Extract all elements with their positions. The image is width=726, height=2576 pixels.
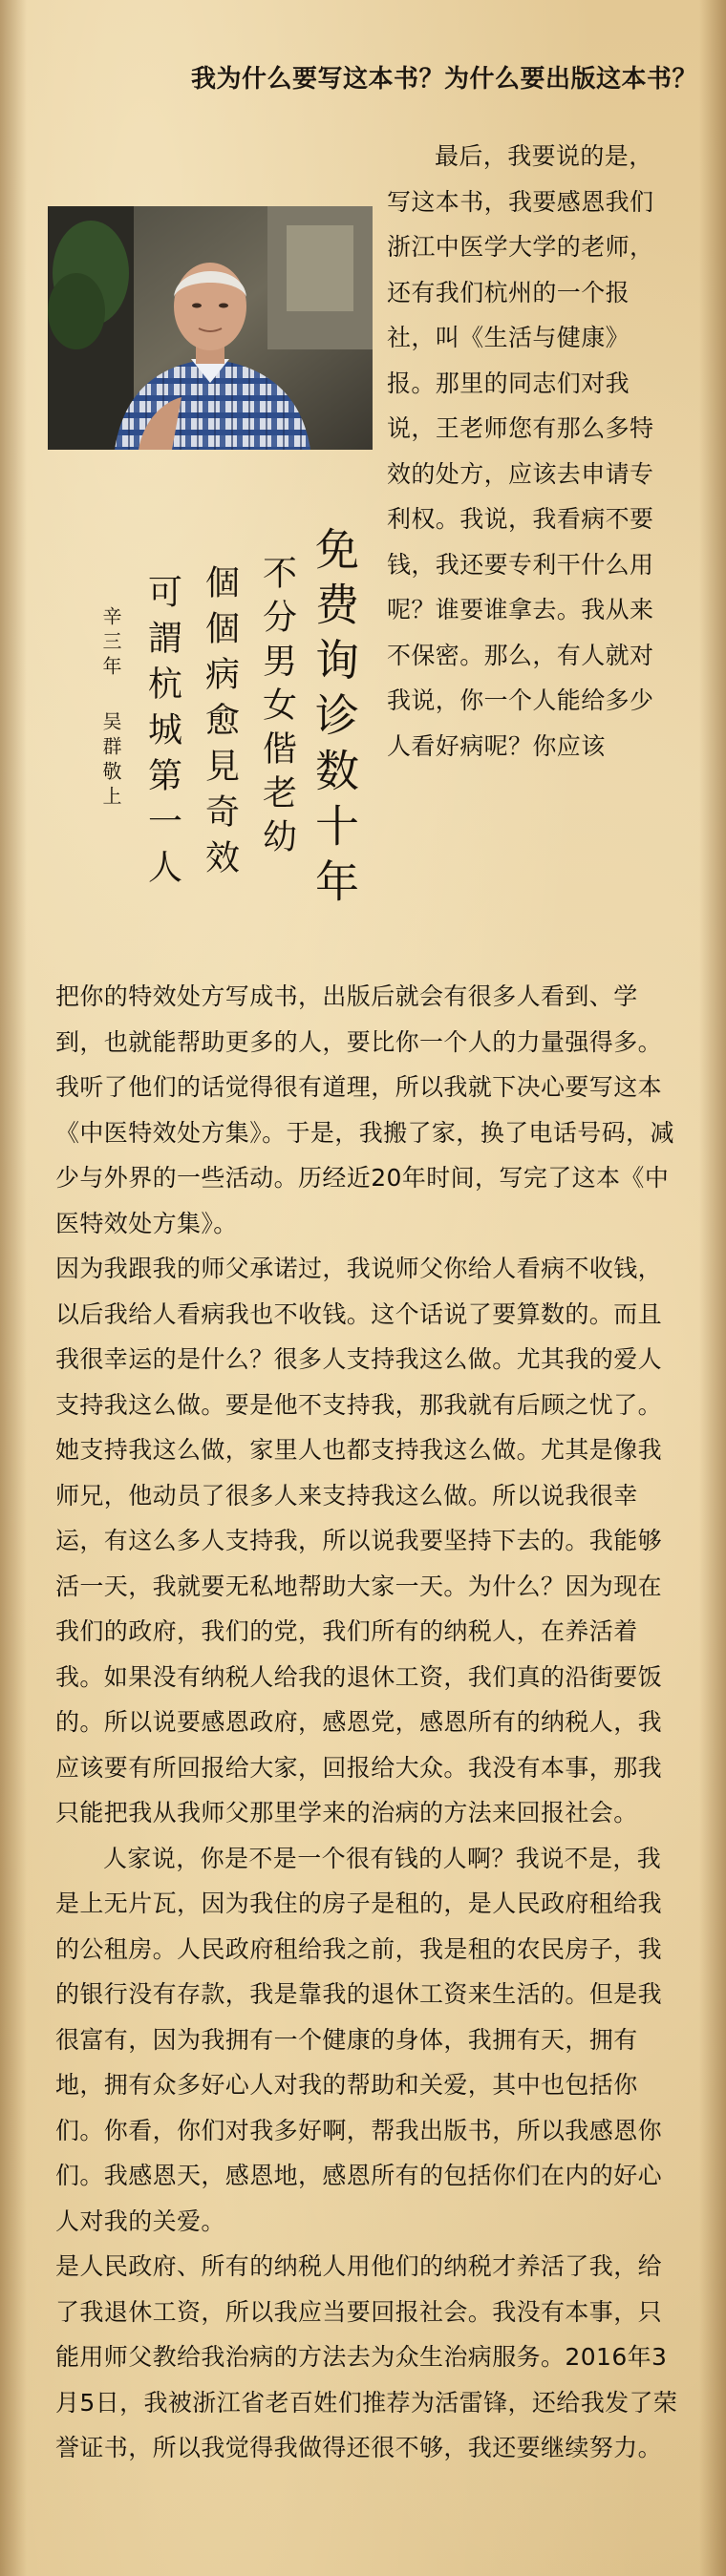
paragraph-4: 是人民政府、所有的纳税人用他们的纳税才养活了我，给了我退休工资，所以我应当要回报社会。我没有本事，只能用师父教给我治病的方法去为众生治病服务。2016年3月5日，我被浙江省老百姓们推荐为活雷锋，还给我发了荣誉证书，所以我觉得我做得还很不够，我还要继续努力。 (55, 2252, 678, 2461)
paragraph-1-wrapped: 最后，我要说的是，写这本书，我要感恩我们浙江中医学大学的老师，还有我们杭州的一个报社，叫《生活与健康》报。那里的同志们对我说，王老师您有那么多特效的处方，应该去申请专利权。我说，我看病不要钱，我还要专利干什么用呢？谁要谁拿去。我从来不保密。那么，有人就对我说，你一个人能给多少人看好病呢？你应该 (387, 142, 654, 760)
calligraphy-signature-date: 辛三年 (99, 606, 122, 681)
portrait-photo (48, 206, 373, 450)
paper-edge-left (0, 0, 27, 2576)
page-title: 我为什么要写这本书？为什么要出版这本书？ (190, 65, 697, 94)
paragraph-3: 人家说，你是不是一个很有钱的人啊？我说不是，我是上无片瓦，因为我住的房子是租的，是人民政府租给我的公租房。人民政府租给我之前，我是租的农民房子，我的银行没有存款，我是靠我的退休工资来生活的。但是我很富有，因为我拥有一个健康的身体，我拥有天，拥有地，拥有众多好心人对我的帮助和关爱，其中也包括你们。你看，你们对我多好啊，帮我出版书，所以我感恩你们。我感恩天，感恩地，感恩所有的包括你们在内的好心人对我的关爱。 (55, 1844, 663, 2235)
paragraph-2: 因为我跟我的师父承诺过，我说师父你给人看病不收钱，以后我给人看病我也不收钱。这个话说了要算数的。而且我很幸运的是什么？很多人支持我这么做。尤其我的爱人支持我这么做。要是他不支持我，那我就有后顾之忧了。她支持我这么做，家里人也都支持我这么做。尤其是像我师兄，他动员了很多人来支持我这么做。所以说我很幸运，有这么多人支持我，所以说我要坚持下去的。我能够活一天，我就要无私地帮助大家一天。为什么？因为现在我们的政府，我们的党，我们所有的纳税人，在养活着我。如果没有纳税人给我的退休工资，我们真的沿街要饭的。所以说要感恩政府，感恩党，感恩所有的纳税人，我应该要有所回报给大家，回报给大众。我没有本事，那我只能把我从我师父那里学来的治病的方法来回报社会。 (55, 1255, 663, 1826)
paragraph-1-continued: 把你的特效处方写成书，出版后就会有很多人看到、学到，也就能帮助更多的人，要比你一个人的力量强得多。我听了他们的话觉得很有道理，所以我就下决心要写这本《中医特效处方集》。于是，我搬了家，换了电话号码，减少与外界的一些活动。历经近20年时间，写完了这本《中医特效处方集》。 (55, 982, 674, 1237)
calligraphy-inscription (96, 520, 373, 1036)
portrait-image (48, 206, 373, 450)
calligraphy-signature-name: 吴群敬上 (99, 711, 122, 811)
paper-edge-right (699, 0, 726, 2576)
calligraphy-svg (96, 520, 373, 1036)
main-text-block (55, 974, 681, 2471)
calligraphy-column-1: 免费询诊数十年 (309, 526, 360, 914)
calligraphy-column-3: 個個病愈見奇效 (200, 564, 240, 885)
calligraphy-column-2: 不分男女偕老幼 (257, 555, 297, 862)
calligraphy-column-4: 可謂杭城第一人 (142, 574, 182, 895)
